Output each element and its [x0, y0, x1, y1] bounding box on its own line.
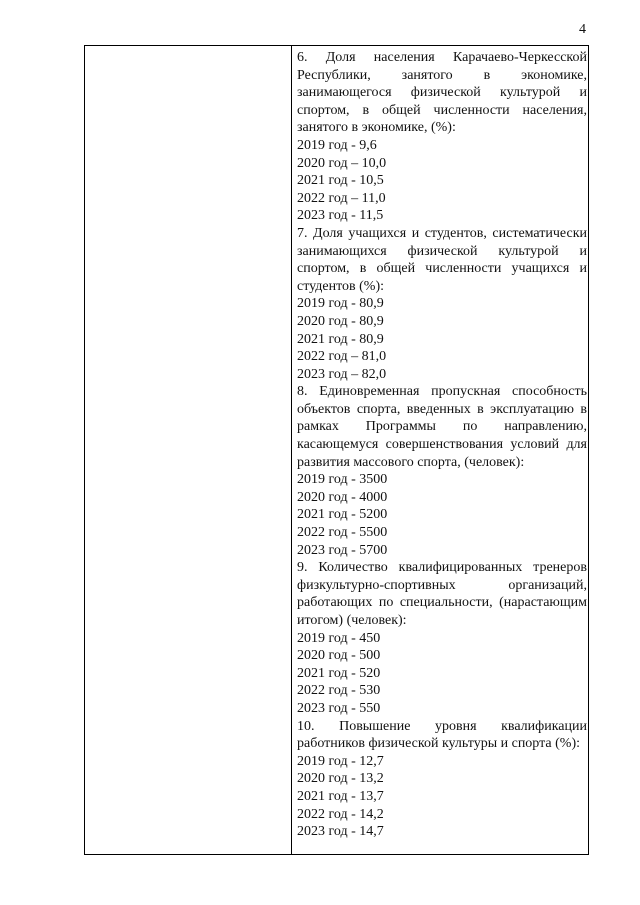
indicator-year-value: 2022 год – 81,0: [297, 349, 387, 365]
indicator-year-value: 2023 год - 550: [297, 700, 381, 716]
indicator-title: 10. Повышение уровня квалификации работников физической культуры и спорта (%):: [297, 718, 587, 752]
indicator-year-value: 2023 год - 5700: [297, 542, 388, 558]
indicator-year-value: 2021 год - 5200: [297, 507, 388, 523]
indicator-10: [297, 718, 587, 841]
indicator-year-value: 2020 год - 80,9: [297, 313, 384, 329]
indicator-year-value: 2023 год – 82,0: [297, 366, 387, 382]
indicator-year-value: 2020 год - 13,2: [297, 771, 384, 787]
indicator-year-value: 2020 год - 500: [297, 648, 381, 664]
indicator-year-value: 2022 год - 5500: [297, 525, 388, 541]
indicator-8: [297, 383, 587, 559]
indicator-year-value: 2019 год - 450: [297, 630, 381, 646]
indicator-year-value: 2019 год - 9,6: [297, 137, 377, 153]
indicator-7: [297, 225, 587, 383]
indicator-year-value: 2022 год - 14,2: [297, 806, 384, 822]
indicator-year-value: 2023 год - 11,5: [297, 208, 384, 224]
table-left-cell: [85, 46, 292, 854]
indicator-year-value: 2023 год - 14,7: [297, 824, 384, 840]
indicator-title: 7. Доля учащихся и студентов, систематически занимающихся физической культурой и спортом, в общей численности учащихся и студентов (%):: [297, 225, 587, 294]
indicator-year-value: 2022 год - 530: [297, 683, 381, 699]
indicator-year-value: 2019 год - 3500: [297, 472, 388, 488]
indicator-title: 8. Единовременная пропускная способность объектов спорта, введенных в эксплуатацию в рамках Программы по направлению, касающемуся совершенствования условий для развития массового спорта, (человек):: [297, 384, 587, 470]
indicator-year-value: 2020 год - 4000: [297, 489, 388, 505]
indicator-year-value: 2020 год – 10,0: [297, 155, 387, 171]
indicator-title: 9. Количество квалифицированных тренеров физкультурно-спортивных организаций, работающих по специальности, (нарастающим итогом) (человек):: [297, 560, 587, 628]
indicator-6: [297, 49, 587, 225]
table-right-cell: [293, 49, 589, 841]
indicator-title: 6. Доля населения Карачаево-Черкесской Республики, занятого в экономике, занимающегося физической культурой и спортом, в общей численности населения, занятого в экономике, (%):: [297, 50, 587, 136]
indicator-year-value: 2019 год - 80,9: [297, 296, 384, 312]
indicator-9: [297, 559, 587, 717]
page-number: 4: [579, 22, 586, 37]
indicator-year-value: 2021 год - 80,9: [297, 331, 384, 347]
indicator-year-value: 2021 год - 10,5: [297, 173, 384, 189]
indicator-year-value: 2022 год – 11,0: [297, 190, 386, 206]
indicator-year-value: 2021 год - 13,7: [297, 788, 384, 804]
indicators-table: [84, 45, 589, 855]
indicator-year-value: 2019 год - 12,7: [297, 753, 384, 769]
indicator-year-value: 2021 год - 520: [297, 665, 381, 681]
